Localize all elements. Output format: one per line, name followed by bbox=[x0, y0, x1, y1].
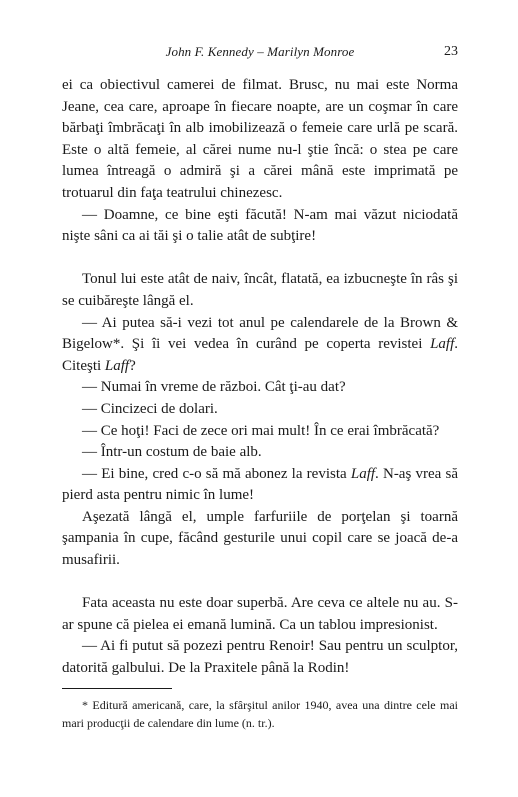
footnote-separator bbox=[62, 688, 172, 689]
paragraph bbox=[62, 269, 458, 312]
paragraph bbox=[62, 313, 458, 378]
paragraph bbox=[62, 442, 458, 464]
italic-text: Laff bbox=[104, 357, 130, 374]
footnote: * Editură americană, care, la sfârşitul anilor 1940, avea una dintre cele mai mari producţii de calendare din lume (n. tr.). bbox=[62, 698, 458, 730]
paragraph bbox=[62, 399, 458, 421]
body-text bbox=[62, 75, 458, 680]
running-header bbox=[62, 42, 458, 62]
paragraph bbox=[62, 636, 458, 679]
paragraph bbox=[62, 507, 458, 572]
text-run: . N-aş vrea să pierd asta pentru nimic în lume! bbox=[62, 465, 458, 504]
text-run: — Doamne, ce bine eşti făcută! N-am mai văzut niciodată nişte sâni ca ai tăi şi o talie atât de subţire! bbox=[62, 206, 458, 245]
paragraph bbox=[62, 593, 458, 636]
text-run: — Ai putea să-i vezi tot anul pe calendarele de la Brown & Bigelow*. Şi îi vei vedea în curând pe coperta revistei bbox=[62, 314, 458, 353]
page-number: 23 bbox=[444, 44, 458, 59]
italic-text: Laff bbox=[430, 336, 455, 353]
paragraph bbox=[62, 464, 458, 507]
header-title: John F. Kennedy – Marilyn Monroe bbox=[165, 44, 355, 59]
paragraph bbox=[62, 205, 458, 248]
text-run: — Numai în vreme de război. Cât ţi-au dat? bbox=[82, 379, 346, 396]
text-run: Tonul lui este atât de naiv, încât, flatată, ea izbucneşte în râs şi se cuibăreşte lângă el. bbox=[62, 271, 458, 309]
text-run: — Ce hoţi! Faci de zece ori mai mult! În ce erai îmbrăcată? bbox=[82, 422, 440, 439]
text-run: ? bbox=[129, 357, 136, 374]
text-run: — Într-un costum de baie alb. bbox=[82, 444, 262, 461]
paragraph bbox=[62, 377, 458, 399]
text-run: ei ca obiectivul camerei de filmat. Brusc, nu mai este Norma Jeane, cea care, aproape în fiecare noapte, are un coşmar în care bărbaţi îmbrăcaţi în alb imobilizează o femeie care urlă pe scară. Este o altă femeie, al cărei nume nu-l ştie încă: o stea pe care lumea întreagă o admiră şi a cărei mână este imprimată pe trotuarul din faţa teatrului chinezesc. bbox=[62, 77, 458, 201]
text-run: — Ai fi putut să pozezi pentru Renoir! Sau pentru un sculptor, datorită galbului. De la Praxitele până la Rodin! bbox=[62, 638, 458, 677]
italic-text: Laff bbox=[350, 465, 376, 482]
text-run: . Citeşti bbox=[62, 336, 458, 374]
paragraph bbox=[62, 421, 458, 443]
text-run: — Ei bine, cred c-o să mă abonez la revista bbox=[82, 465, 351, 482]
text-run: — Cincizeci de dolari. bbox=[82, 400, 218, 417]
text-run: Aşezată lângă el, umple farfuriile de porţelan şi toarnă şampania în cupe, făcând gesturile unui copil care se joacă de-a musafirii. bbox=[62, 508, 458, 569]
text-run: Fata aceasta nu este doar superbă. Are ceva ce altele nu au. S-ar spune că pielea ei emană lumină. Ca un tablou impresionist. bbox=[62, 595, 458, 633]
paragraph bbox=[62, 75, 458, 205]
